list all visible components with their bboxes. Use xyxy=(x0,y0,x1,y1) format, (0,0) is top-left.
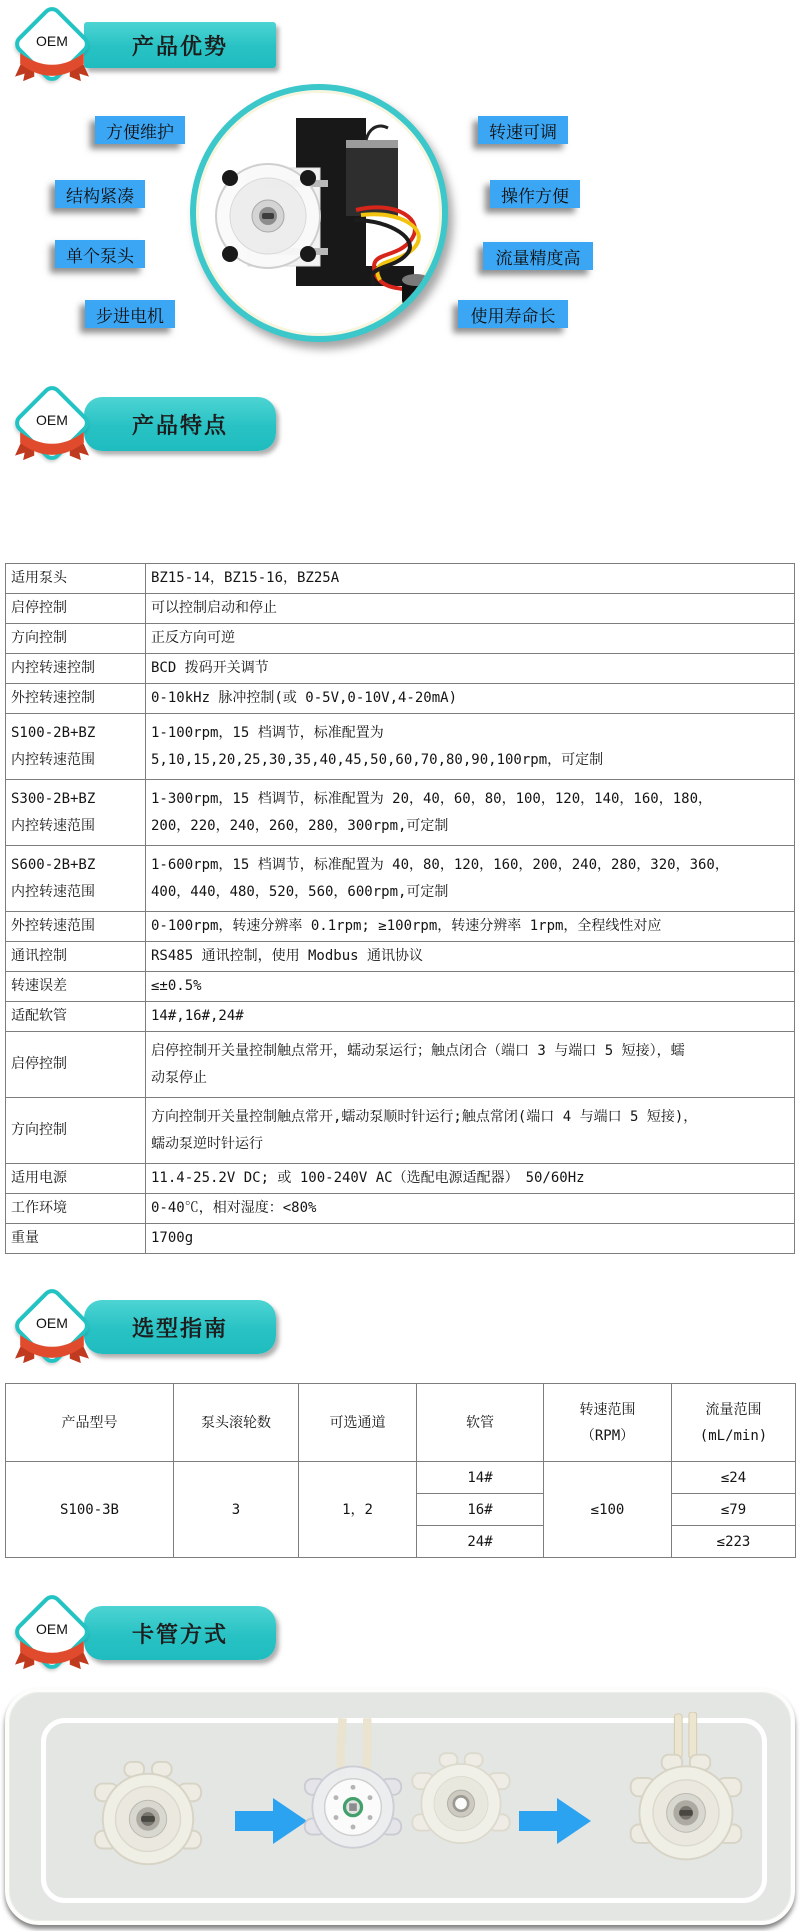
selection-header-row xyxy=(6,1384,796,1462)
feature-value: BCD 拨码开关调节 xyxy=(146,654,795,684)
oem-badge xyxy=(8,383,96,471)
col-header-rollers: 泵头滚轮数 xyxy=(174,1384,299,1462)
ribbon-icon xyxy=(15,1333,89,1368)
feature-row xyxy=(6,846,795,912)
clamping-steps-panel xyxy=(5,1688,795,1925)
table-row xyxy=(6,1462,796,1494)
features-table xyxy=(5,563,795,1254)
feature-label: 启停控制 xyxy=(6,594,146,624)
advantage-label-stepper-motor: 步进电机 xyxy=(85,300,175,328)
col-header-model: 产品型号 xyxy=(6,1384,174,1462)
oem-badge-label: OEM xyxy=(36,412,68,428)
channels-cell: 1，2 xyxy=(299,1462,417,1558)
feature-label: 方向控制 xyxy=(6,1098,146,1164)
feature-row xyxy=(6,684,795,714)
feature-value: 方向控制开关量控制触点常开,蠕动泵顺时针运行;触点常闭(端口 4 与端口 5 短接)， 蠕动泵逆时针运行 xyxy=(146,1098,795,1164)
oem-badge xyxy=(8,4,96,92)
col-header-tubing: 软管 xyxy=(417,1384,544,1462)
peristaltic-pump-image xyxy=(196,90,442,336)
feature-value: BZ15-14，BZ15-16，BZ25A xyxy=(146,564,795,594)
feature-label: 适配软管 xyxy=(6,1002,146,1032)
feature-label: S100-2B+BZ 内控转速范围 xyxy=(6,714,146,780)
oem-badge-label: OEM xyxy=(36,33,68,49)
advantage-label-easy-maintenance: 方便维护 xyxy=(95,116,185,144)
features-table-body xyxy=(6,564,795,1254)
selection-table xyxy=(5,1383,796,1558)
advantage-label-compact-structure: 结构紧凑 xyxy=(55,180,145,208)
feature-row xyxy=(6,714,795,780)
advantage-label-long-service-life: 使用寿命长 xyxy=(458,300,568,328)
col-header-flow: 流量范围 (mL/min) xyxy=(672,1384,796,1462)
col-header-channels: 可选通道 xyxy=(299,1384,417,1462)
feature-value: 0-40℃，相对湿度：<80% xyxy=(146,1194,795,1224)
speed-cell: ≤100 xyxy=(544,1462,672,1558)
feature-value: 0-10kHz 脉冲控制(或 0-5V,0-10V,4-20mA) xyxy=(146,684,795,714)
feature-label: 外控转速控制 xyxy=(6,684,146,714)
section-title-banner xyxy=(84,1606,276,1660)
pump-head-image-step3 xyxy=(407,1744,515,1856)
oem-badge-label: OEM xyxy=(36,1315,68,1331)
ribbon-icon xyxy=(15,1639,89,1674)
feature-row xyxy=(6,594,795,624)
oem-badge xyxy=(8,1592,96,1680)
feature-label: S600-2B+BZ 内控转速范围 xyxy=(6,846,146,912)
feature-value: 0-100rpm，转速分辨率 0.1rpm; ≥100rpm，转速分辨率 1rpm，全程线性对应 xyxy=(146,912,795,942)
rollers-cell: 3 xyxy=(174,1462,299,1558)
section-title-banner xyxy=(84,22,276,68)
tube-cell: 14# xyxy=(417,1462,544,1494)
feature-row xyxy=(6,780,795,846)
section-header-features xyxy=(8,383,298,475)
oem-badge xyxy=(8,1286,96,1374)
section-header-clamping xyxy=(8,1592,298,1684)
feature-label: 启停控制 xyxy=(6,1032,146,1098)
oem-badge-label: OEM xyxy=(36,1621,68,1637)
feature-value: 1-100rpm，15 档调节，标准配置为 5,10,15,20,25,30,35,40,45,50,60,70,80,90,100rpm，可定制 xyxy=(146,714,795,780)
feature-label: 方向控制 xyxy=(6,624,146,654)
flow-cell: ≤24 xyxy=(672,1462,796,1494)
feature-label: S300-2B+BZ 内控转速范围 xyxy=(6,780,146,846)
section-header-selection xyxy=(8,1286,298,1378)
feature-value: 可以控制启动和停止 xyxy=(146,594,795,624)
feature-value: 14#,16#,24# xyxy=(146,1002,795,1032)
section-title: 产品特点 xyxy=(131,412,228,438)
feature-label: 重量 xyxy=(6,1224,146,1254)
feature-label: 适用电源 xyxy=(6,1164,146,1194)
arrow-right-icon xyxy=(231,1798,311,1844)
section-title-banner xyxy=(84,1300,276,1354)
feature-value: 1700g xyxy=(146,1224,795,1254)
feature-label: 内控转速控制 xyxy=(6,654,146,684)
flow-cell: ≤79 xyxy=(672,1494,796,1526)
ribbon-icon xyxy=(15,51,89,86)
tube-cell: 24# xyxy=(417,1526,544,1558)
section-title-banner xyxy=(84,397,276,451)
ribbon-icon xyxy=(15,430,89,465)
pump-head-image-step4 xyxy=(621,1712,751,1872)
feature-value: 启停控制开关量控制触点常开，蠕动泵运行；触点闭合（端口 3 与端口 5 短接），蠕 动泵停止 xyxy=(146,1032,795,1098)
feature-value: ≤±0.5% xyxy=(146,972,795,1002)
feature-row xyxy=(6,1098,795,1164)
feature-row xyxy=(6,942,795,972)
feature-row xyxy=(6,912,795,942)
feature-label: 工作环境 xyxy=(6,1194,146,1224)
model-cell: S100-3B xyxy=(6,1462,174,1558)
feature-row xyxy=(6,1224,795,1254)
tube-cell: 16# xyxy=(417,1494,544,1526)
feature-row xyxy=(6,972,795,1002)
feature-row xyxy=(6,1032,795,1098)
arrow-right-icon xyxy=(515,1798,595,1844)
feature-label: 适用泵头 xyxy=(6,564,146,594)
product-photo xyxy=(190,84,448,342)
feature-value: RS485 通讯控制，使用 Modbus 通讯协议 xyxy=(146,942,795,972)
feature-row xyxy=(6,1164,795,1194)
pump-head-image-step1 xyxy=(89,1758,207,1876)
pump-head-image-step2 xyxy=(301,1716,405,1868)
feature-row xyxy=(6,654,795,684)
feature-row xyxy=(6,1194,795,1224)
feature-label: 通讯控制 xyxy=(6,942,146,972)
section-title: 产品优势 xyxy=(131,33,228,59)
section-title: 选型指南 xyxy=(131,1315,228,1341)
feature-row xyxy=(6,624,795,654)
feature-value: 1-600rpm，15 档调节，标准配置为 40，80，120，160，200，240，280，320，360， 400，440，480，520，560，600rpm,可定制 xyxy=(146,846,795,912)
feature-label: 转速误差 xyxy=(6,972,146,1002)
flow-cell: ≤223 xyxy=(672,1526,796,1558)
feature-row xyxy=(6,564,795,594)
feature-value: 正反方向可逆 xyxy=(146,624,795,654)
feature-label: 外控转速范围 xyxy=(6,912,146,942)
section-header-advantages xyxy=(8,4,298,96)
feature-row xyxy=(6,1002,795,1032)
feature-value: 11.4-25.2V DC; 或 100-240V AC（选配电源适配器） 50/60Hz xyxy=(146,1164,795,1194)
advantage-label-high-flow-accuracy: 流量精度高 xyxy=(483,242,593,270)
feature-value: 1-300rpm，15 档调节，标准配置为 20，40，60，80，100，120，140，160，180， 200，220，240，260，280，300rpm,可定制 xyxy=(146,780,795,846)
section-title: 卡管方式 xyxy=(131,1621,228,1647)
col-header-speed: 转速范围 （RPM） xyxy=(544,1384,672,1462)
advantage-label-easy-operation: 操作方便 xyxy=(490,180,580,208)
advantage-label-adjustable-speed: 转速可调 xyxy=(478,116,568,144)
advantage-label-single-pump-head: 单个泵头 xyxy=(55,240,145,268)
